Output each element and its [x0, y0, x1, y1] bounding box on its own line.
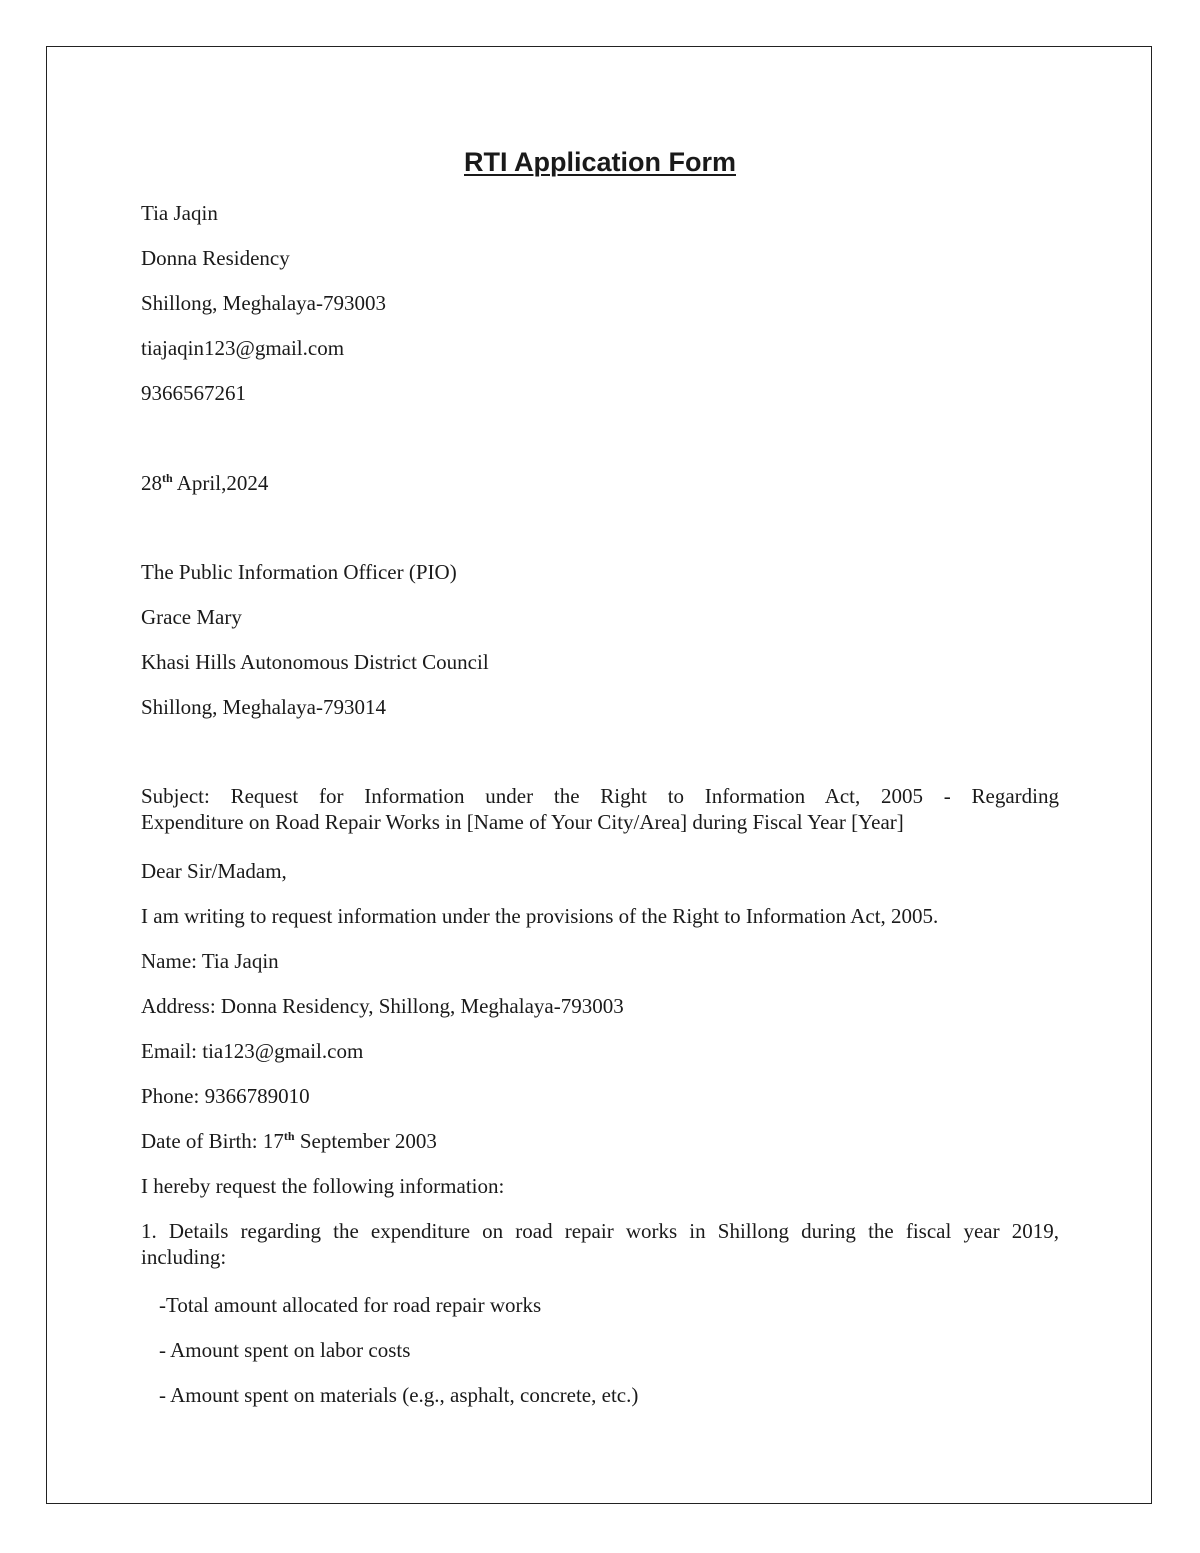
dob-prefix: Date of Birth: 17	[141, 1129, 284, 1153]
dob-rest: September 2003	[294, 1129, 437, 1153]
bullet-item: - Amount spent on materials (e.g., asphalt, concrete, etc.)	[159, 1383, 639, 1407]
intro-paragraph: I am writing to request information under the provisions of the Right to Information Act, 2005.	[141, 904, 939, 928]
recipient-city: Shillong, Meghalaya-793014	[141, 695, 386, 719]
subject-line	[141, 783, 1059, 835]
sender-name: Tia Jaqin	[141, 201, 218, 225]
letter-date	[141, 470, 268, 496]
salutation: Dear Sir/Madam,	[141, 859, 287, 883]
date-rest: April,2024	[172, 471, 269, 495]
applicant-phone: Phone: 9366789010	[141, 1084, 310, 1108]
date-suffix: th	[162, 471, 173, 485]
applicant-address: Address: Donna Residency, Shillong, Meghalaya-793003	[141, 994, 624, 1018]
recipient-designation: The Public Information Officer (PIO)	[141, 560, 457, 584]
bullet-item: -Total amount allocated for road repair works	[159, 1293, 542, 1317]
sender-city: Shillong, Meghalaya-793003	[141, 291, 386, 315]
sender-phone: 9366567261	[141, 381, 246, 405]
request-item-1	[141, 1218, 1059, 1270]
request-item-1-line-2: including:	[141, 1245, 227, 1269]
recipient-office: Khasi Hills Autonomous District Council	[141, 650, 489, 674]
bullet-item: - Amount spent on labor costs	[159, 1338, 411, 1362]
applicant-name: Name: Tia Jaqin	[141, 949, 279, 973]
subject-line-1: Subject: Request for Information under the Right to Information Act, 2005 - Regarding	[141, 784, 1059, 808]
request-intro: I hereby request the following information:	[141, 1174, 505, 1198]
sender-email: tiajaqin123@gmail.com	[141, 336, 345, 360]
request-item-1-line-1: 1. Details regarding the expenditure on road repair works in Shillong during the fiscal year 2019,	[141, 1219, 1059, 1243]
recipient-name: Grace Mary	[141, 605, 242, 629]
dob-suffix: th	[283, 1129, 295, 1143]
applicant-dob	[141, 1128, 437, 1154]
subject-line-2: Expenditure on Road Repair Works in [Name of Your City/Area] during Fiscal Year [Year]	[141, 810, 904, 834]
sender-residence: Donna Residency	[141, 246, 290, 270]
applicant-email: Email: tia123@gmail.com	[141, 1039, 364, 1063]
date-day: 28	[141, 471, 162, 495]
document-title: RTI Application Form	[464, 147, 736, 177]
